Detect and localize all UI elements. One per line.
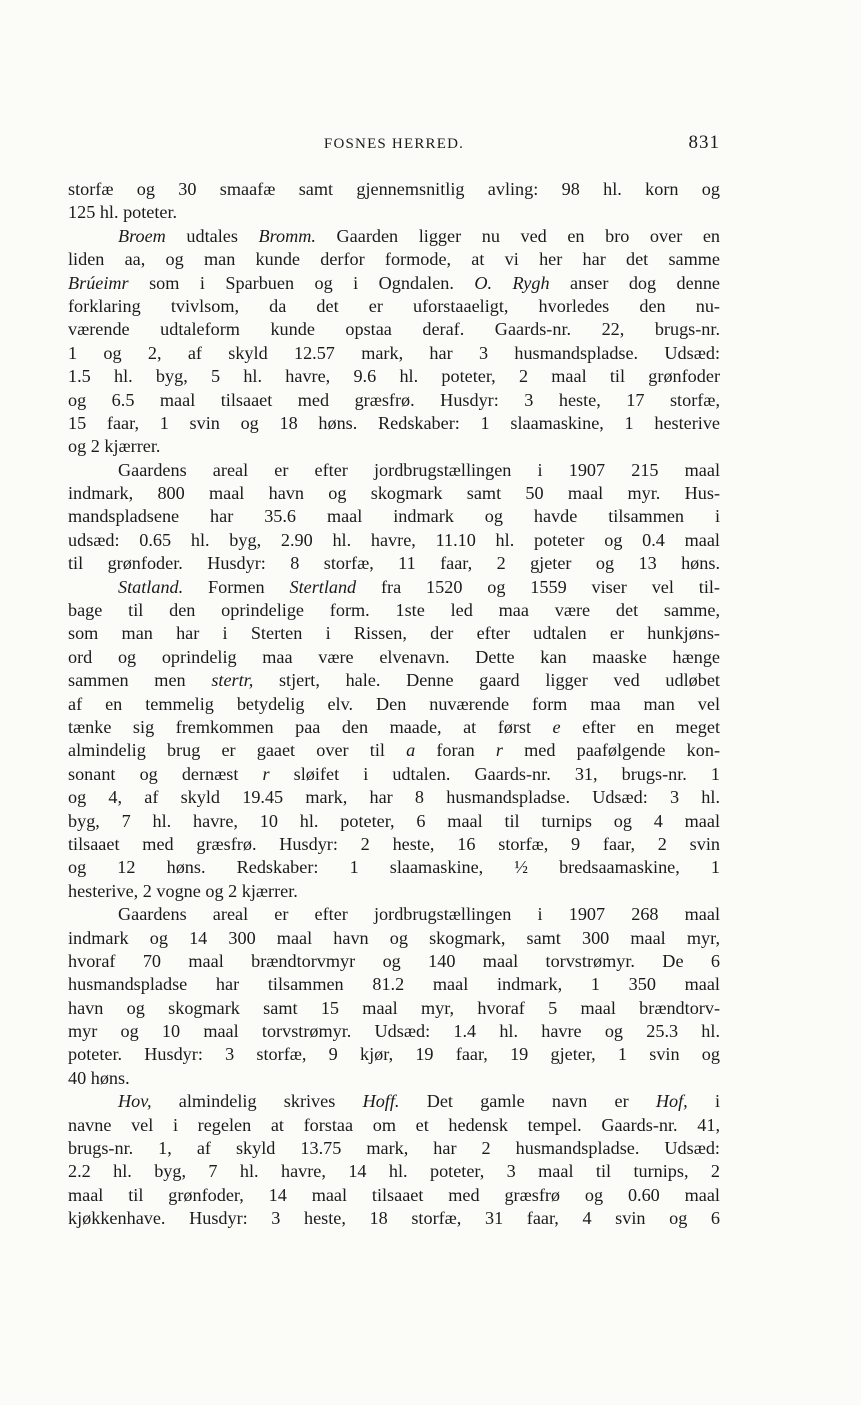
text-line (68, 786, 720, 809)
page-title: FOSNES HERRED. (323, 136, 465, 152)
text-segment: med paafølgende kon- (502, 740, 721, 761)
text-segment: i (687, 1091, 721, 1112)
text-segment: liden aa, og man kunde derfor formode, at vi her har det samme (68, 249, 720, 270)
text-segment: maal til grønfoder, 14 maal tilsaaet med græsfrø og 0.60 maal (68, 1184, 720, 1205)
italic-text: r (495, 740, 503, 761)
text-segment: poteter. Husdyr: 3 storfæ, 9 kjør, 19 faar, 19 gjeter, 1 svin og (68, 1044, 720, 1065)
text-segment: udsæd: 0.65 hl. byg, 2.90 hl. havre, 11.10 hl. poteter og 0.4 maal (68, 529, 720, 550)
text-segment: sonant og dernæst (68, 763, 263, 784)
text-line (68, 693, 720, 716)
text-line (68, 1020, 720, 1043)
text-line (68, 973, 720, 996)
text-segment: fra 1520 og 1559 viser vel til- (356, 576, 720, 597)
text-line (68, 1043, 720, 1066)
italic-text: e (552, 716, 561, 737)
text-line (68, 856, 720, 879)
text-line (68, 997, 720, 1020)
text-line (68, 1090, 720, 1113)
text-line (68, 1067, 720, 1090)
text-line (68, 178, 720, 201)
text-line (68, 763, 720, 786)
text-line (68, 505, 720, 528)
text-segment: 1 og 2, af skyld 12.57 mark, har 3 husmandspladse. Udsæd: (68, 342, 720, 363)
text-segment: hvoraf 70 maal brændtorvmyr og 140 maal torvstrømyr. De 6 (68, 950, 720, 971)
body-text (68, 178, 720, 1231)
text-line (68, 1137, 720, 1160)
italic-text: O. Rygh (474, 272, 550, 293)
text-segment: tilsaaet med græsfrø. Husdyr: 2 heste, 16 storfæ, 9 faar, 2 svin (68, 833, 720, 854)
italic-text: stertr, (211, 670, 254, 691)
text-segment: tænke sig fremkommen paa den maade, at først (68, 716, 553, 737)
text-segment: til grønfoder. Husdyr: 8 storfæ, 11 faar, 2 gjeter og 13 høns. (68, 553, 720, 574)
text-line (68, 739, 720, 762)
text-line (68, 435, 720, 458)
text-segment: efter en meget (560, 716, 720, 737)
italic-text: r (262, 763, 270, 784)
text-segment: havn og skogmark samt 15 maal myr, hvoraf 5 maal brændtorv- (68, 997, 720, 1018)
text-segment: og 6.5 maal tilsaaet med græsfrø. Husdyr: 3 heste, 17 storfæ, (68, 389, 720, 410)
text-segment: hesterive, 2 vogne og 2 kjærrer. (68, 880, 298, 901)
text-segment: og 12 høns. Redskaber: 1 slaamaskine, ½ bredsaamaskine, 1 (68, 857, 720, 878)
text-line (68, 880, 720, 903)
text-line (68, 622, 720, 645)
text-segment: indmark og 14 300 maal havn og skogmark, samt 300 maal myr, (68, 927, 720, 948)
text-line (68, 389, 720, 412)
page-number: 831 (688, 132, 720, 153)
text-segment: forklaring tvivlsom, da det er uforstaaeligt, hvorledes den nu- (68, 295, 720, 316)
text-segment: Det gamle navn er (399, 1091, 656, 1112)
text-line (68, 1114, 720, 1137)
text-segment: navne vel i regelen at forstaa om et hedensk tempel. Gaards-nr. 41, (68, 1114, 720, 1135)
text-line (68, 272, 720, 295)
running-header (68, 130, 720, 158)
text-line (68, 529, 720, 552)
text-segment: 40 høns. (68, 1067, 130, 1088)
text-line (68, 225, 720, 248)
text-segment: og 2 kjærrer. (68, 436, 161, 457)
text-line (68, 669, 720, 692)
text-segment: myr og 10 maal torvstrømyr. Udsæd: 1.4 hl. havre og 25.3 hl. (68, 1021, 720, 1042)
italic-text: Hof, (655, 1091, 688, 1112)
italic-text: Hov, (118, 1091, 152, 1112)
text-segment: og 4, af skyld 19.45 mark, har 8 husmandspladse. Udsæd: 3 hl. (68, 787, 720, 808)
italic-text: Broem (118, 225, 166, 246)
text-line (68, 927, 720, 950)
text-line (68, 365, 720, 388)
text-segment: indmark, 800 maal havn og skogmark samt 50 maal myr. Hus- (68, 483, 720, 504)
text-line (68, 342, 720, 365)
text-segment: Gaardens areal er efter jordbrugstællingen i 1907 215 maal (118, 459, 720, 480)
italic-text: Bromm. (258, 225, 316, 246)
text-line (68, 903, 720, 926)
text-line (68, 412, 720, 435)
text-line (68, 716, 720, 739)
text-segment: almindelig skrives (151, 1091, 363, 1112)
text-line (68, 810, 720, 833)
text-segment: Gaardens areal er efter jordbrugstællingen i 1907 268 maal (118, 904, 720, 925)
text-segment: bage til den oprindelige form. 1ste led maa være det samme, (68, 600, 720, 621)
text-segment: af en temmelig betydelig elv. Den nuværende form maa man vel (68, 693, 720, 714)
text-segment: 1.5 hl. byg, 5 hl. havre, 9.6 hl. poteter, 2 maal til grønfoder (68, 366, 720, 387)
text-segment: som i Sparbuen og i Ogndalen. (128, 272, 475, 293)
text-line (68, 552, 720, 575)
text-line (68, 248, 720, 271)
text-segment: husmandspladse har tilsammen 81.2 maal indmark, 1 350 maal (68, 974, 720, 995)
text-segment: stjert, hale. Denne gaard ligger ved udløbet (253, 670, 720, 691)
text-segment: brugs-nr. 1, af skyld 13.75 mark, har 2 husmandspladse. Udsæd: (68, 1138, 720, 1159)
text-segment: 125 hl. poteter. (68, 202, 178, 223)
text-segment: byg, 7 hl. havre, 10 hl. poteter, 6 maal til turnips og 4 maal (68, 810, 720, 831)
text-segment: udtales (165, 225, 259, 246)
text-segment: mandspladsene har 35.6 maal indmark og havde tilsammen i (68, 506, 720, 527)
italic-text: Brúeimr (68, 272, 129, 293)
italic-text: Stertland (289, 576, 357, 597)
text-segment: sløifet i udtalen. Gaards-nr. 31, brugs-nr. 1 (269, 763, 720, 784)
text-segment: Gaarden ligger nu ved en bro over en (315, 225, 720, 246)
text-segment: almindelig brug er gaaet over til (68, 740, 407, 761)
italic-text: Statland. (118, 576, 184, 597)
text-segment: kjøkkenhave. Husdyr: 3 heste, 18 storfæ, 31 faar, 4 svin og 6 (68, 1208, 720, 1229)
italic-text: a (406, 740, 416, 761)
text-line (68, 201, 720, 224)
italic-text: Hoff. (362, 1091, 400, 1112)
text-segment: 2.2 hl. byg, 7 hl. havre, 14 hl. poteter, 3 maal til turnips, 2 (68, 1161, 720, 1182)
text-line (68, 576, 720, 599)
text-segment: ord og oprindelig maa være elvenavn. Dette kan maaske hænge (68, 646, 720, 667)
text-segment: værende udtaleform kunde opstaa deraf. Gaards-nr. 22, brugs-nr. (68, 319, 720, 340)
text-segment: som man har i Sterten i Rissen, der efter udtalen er hunkjøns- (68, 623, 720, 644)
text-segment: anser dog denne (549, 272, 720, 293)
text-line (68, 1207, 720, 1230)
text-line (68, 646, 720, 669)
text-line (68, 833, 720, 856)
text-line (68, 1160, 720, 1183)
text-line (68, 459, 720, 482)
text-segment: Formen (183, 576, 290, 597)
text-segment: foran (415, 740, 496, 761)
text-line (68, 599, 720, 622)
text-line (68, 295, 720, 318)
text-line (68, 950, 720, 973)
text-segment: storfæ og 30 smaafæ samt gjennemsnitlig avling: 98 hl. korn og (68, 179, 720, 199)
text-line (68, 318, 720, 341)
text-segment: 15 faar, 1 svin og 18 høns. Redskaber: 1 slaamaskine, 1 hesterive (68, 412, 720, 433)
text-line (68, 482, 720, 505)
text-segment: sammen men (68, 670, 212, 691)
text-line (68, 1184, 720, 1207)
